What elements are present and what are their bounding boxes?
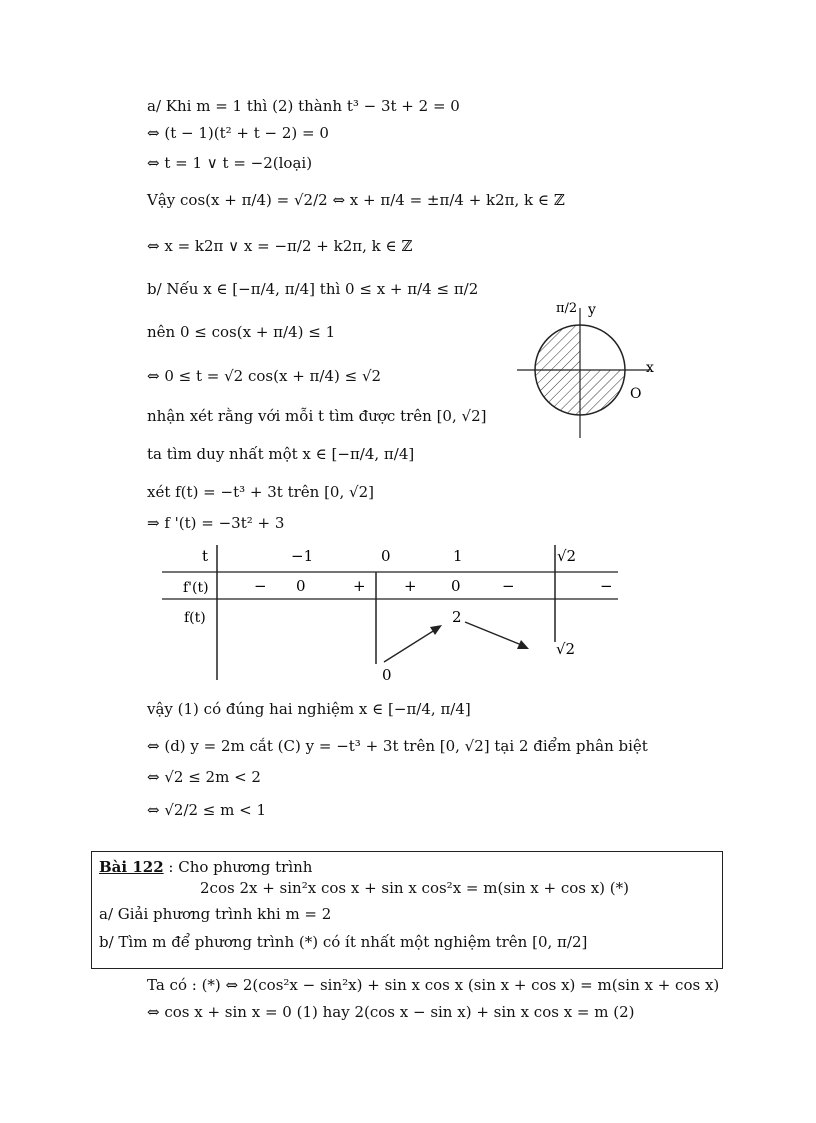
- unit-circle-figure: [512, 290, 672, 440]
- exercise-header: [99, 857, 312, 877]
- fprime-sign-1: −: [254, 577, 267, 595]
- solution-line-1: a/ Khi m = 1 thì (2) thành t³ − 3t + 2 = 0: [147, 97, 460, 115]
- solution-line-8: ⇔ 0 ≤ t = √2 cos(x + π/4) ≤ √2: [147, 367, 382, 385]
- solution-line-14: ⇔ (d) y = 2m cắt (C) y = −t³ + 3t trên [0, √2] tại 2 điểm phân biệt: [147, 737, 648, 755]
- solution-line-7: nên 0 ≤ cos(x + π/4) ≤ 1: [147, 323, 336, 341]
- solution-line-11: xét f(t) = −t³ + 3t trên [0, √2]: [147, 483, 374, 501]
- t-value-zero: 0: [381, 547, 391, 565]
- row-label-t: t: [202, 547, 209, 565]
- solution-line-4: Vậy cos(x + π/4) = √2/2 ⇔ x + π/4 = ±π/4 + k2π, k ∈ ℤ: [147, 191, 565, 209]
- solution-line-5: ⇔ x = k2π ∨ x = −π/2 + k2π, k ∈ ℤ: [147, 237, 413, 255]
- t-value-sqrt2: √2: [557, 547, 577, 565]
- solution-line-9: nhận xét rằng với mỗi t tìm được trên [0, √2]: [147, 407, 487, 425]
- f-value-zero: 0: [382, 666, 392, 684]
- f-value-sqrt2: √2: [556, 640, 576, 658]
- decreasing-arrow: [465, 622, 524, 646]
- exercise-intro: : Cho phương trình: [163, 858, 313, 876]
- exercise-equation: 2cos 2x + sin²x cos x + sin x cos²x = m(sin x + cos x) (*): [200, 879, 630, 897]
- solution-line-16: ⇔ √2/2 ≤ m < 1: [147, 801, 267, 819]
- pi-half-label: π/2: [556, 301, 578, 316]
- solution-line-13: vậy (1) có đúng hai nghiệm x ∈ [−π/4, π/4]: [147, 700, 471, 718]
- solution-line-2: ⇔ (t − 1)(t² + t − 2) = 0: [147, 124, 329, 142]
- increasing-arrow: [384, 628, 438, 662]
- row-label-f: f(t): [184, 610, 206, 626]
- solution-line-10: ta tìm duy nhất một x ∈ [−π/4, π/4]: [147, 445, 415, 463]
- fprime-sign-2: 0: [296, 577, 306, 595]
- y-axis-label: y: [588, 302, 596, 318]
- fprime-sign-6: −: [502, 577, 515, 595]
- t-value-one: 1: [453, 547, 463, 565]
- solution-line-3: ⇔ t = 1 ∨ t = −2(loại): [147, 154, 313, 172]
- exercise-part-a: a/ Giải phương trình khi m = 2: [99, 905, 332, 923]
- solution-line-12: ⇒ f '(t) = −3t² + 3: [147, 514, 285, 532]
- row-label-fprime: f'(t): [183, 580, 209, 596]
- variation-table: [160, 542, 630, 690]
- increasing-arrowhead: [430, 625, 442, 635]
- x-axis-label: x: [646, 360, 654, 376]
- exercise-part-b: b/ Tìm m để phương trình (*) có ít nhất một nghiệm trên [0, π/2]: [99, 933, 588, 951]
- fprime-sign-4: +: [404, 577, 417, 595]
- origin-label: O: [630, 386, 642, 402]
- exercise-title: Bài 122: [99, 858, 164, 876]
- solution-line-15: ⇔ √2 ≤ 2m < 2: [147, 768, 261, 786]
- answer-line-2: ⇔ cos x + sin x = 0 (1) hay 2(cos x − sin x) + sin x cos x = m (2): [147, 1003, 635, 1021]
- t-value-minus-one: −1: [291, 547, 314, 565]
- fprime-sign-3: +: [353, 577, 366, 595]
- solution-line-6: b/ Nếu x ∈ [−π/4, π/4] thì 0 ≤ x + π/4 ≤ π/2: [147, 280, 479, 298]
- fprime-sign-5: 0: [451, 577, 461, 595]
- fprime-sign-7: −: [600, 577, 613, 595]
- answer-line-1: Ta có : (*) ⇔ 2(cos²x − sin²x) + sin x cos x (sin x + cos x) = m(sin x + cos x): [147, 976, 720, 994]
- f-value-two: 2: [452, 608, 462, 626]
